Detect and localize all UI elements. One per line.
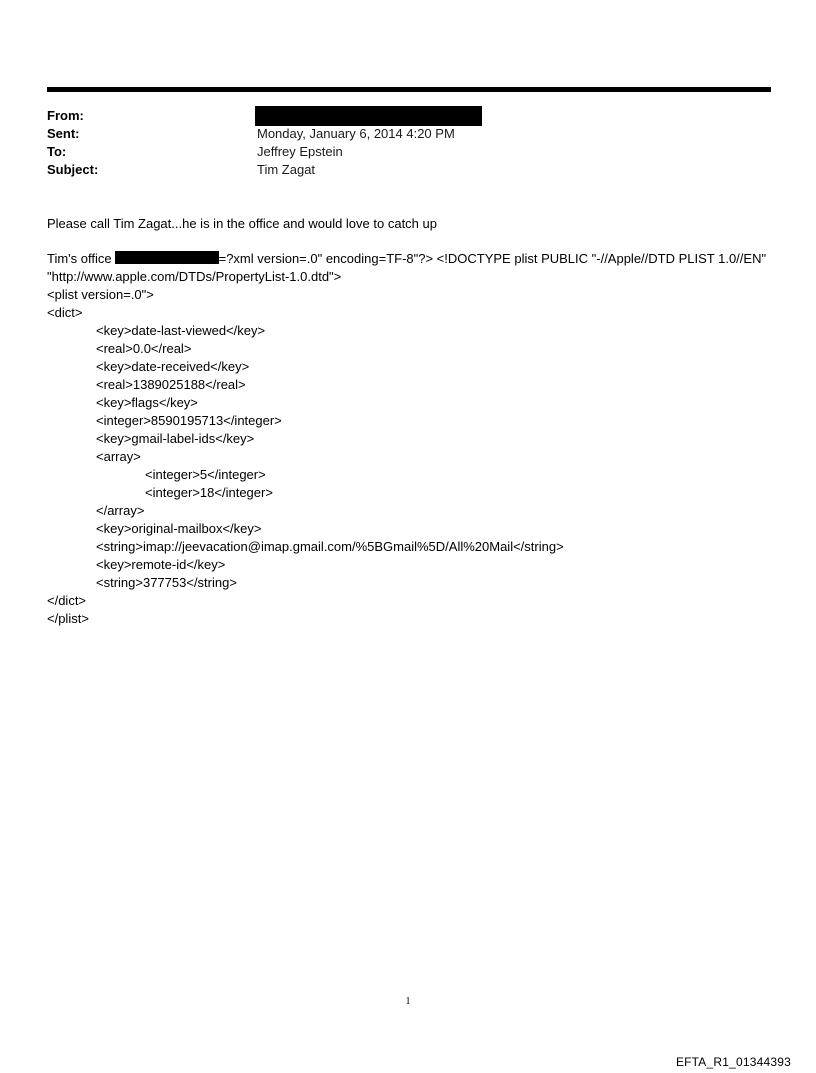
plist-line: <key>date-last-viewed</key> — [96, 323, 266, 338]
plist-line: <key>gmail-label-ids</key> — [96, 431, 255, 446]
subject-row — [47, 161, 747, 179]
plist-line: "http://www.apple.com/DTDs/PropertyList-1.0.dtd"> — [47, 269, 342, 284]
subject-value: Tim Zagat — [257, 162, 316, 177]
message-text: Please call Tim Zagat...he is in the office and would love to catch up — [47, 216, 437, 231]
document-id: EFTA_R1_01344393 — [675, 1055, 791, 1069]
sent-value: Monday, January 6, 2014 4:20 PM — [257, 126, 455, 141]
from-label: From: — [47, 108, 84, 123]
plist-line: <key>remote-id</key> — [96, 557, 226, 572]
from-row — [47, 107, 747, 125]
subject-label: Subject: — [47, 162, 99, 177]
email-body — [47, 215, 787, 628]
redaction-block — [115, 251, 219, 264]
office-line — [47, 250, 787, 268]
plist-line: <string>377753</string> — [96, 575, 237, 590]
to-value: Jeffrey Epstein — [257, 144, 343, 159]
plist-line: <integer>8590195713</integer> — [96, 413, 282, 428]
plist-line: </array> — [96, 503, 145, 518]
plist-line: <key>original-mailbox</key> — [96, 521, 262, 536]
plist-line: <plist version=.0"> — [47, 287, 154, 302]
plist-line: <string>imap://jeevacation@imap.gmail.com/%5BGmail%5D/All%20Mail</string> — [96, 539, 564, 554]
plist-line: <key>flags</key> — [96, 395, 198, 410]
office-prefix: Tim's office — [47, 251, 112, 266]
to-row — [47, 143, 747, 161]
sent-label: Sent: — [47, 126, 80, 141]
sent-row — [47, 125, 747, 143]
plist-line: <real>1389025188</real> — [96, 377, 246, 392]
to-label: To: — [47, 144, 67, 159]
redaction-block — [255, 106, 482, 126]
plist-line: <integer>18</integer> — [145, 485, 273, 500]
plist-line: <key>date-received</key> — [96, 359, 250, 374]
office-suffix: =?xml version=.0" encoding=TF-8"?> <!DOCTYPE plist PUBLIC "-//Apple//DTD PLIST 1.0//EN" — [218, 251, 767, 266]
plist-line: <dict> — [47, 305, 83, 320]
email-header — [47, 107, 747, 179]
plist-line: </plist> — [47, 611, 89, 626]
plist-line: <array> — [96, 449, 141, 464]
plist-line: <real>0.0</real> — [96, 341, 192, 356]
header-divider — [47, 87, 771, 92]
plist-line: </dict> — [47, 593, 87, 608]
page-number: 1 — [405, 996, 411, 1007]
from-value — [257, 107, 747, 125]
plist-content — [47, 268, 787, 628]
plist-line: <integer>5</integer> — [145, 467, 266, 482]
